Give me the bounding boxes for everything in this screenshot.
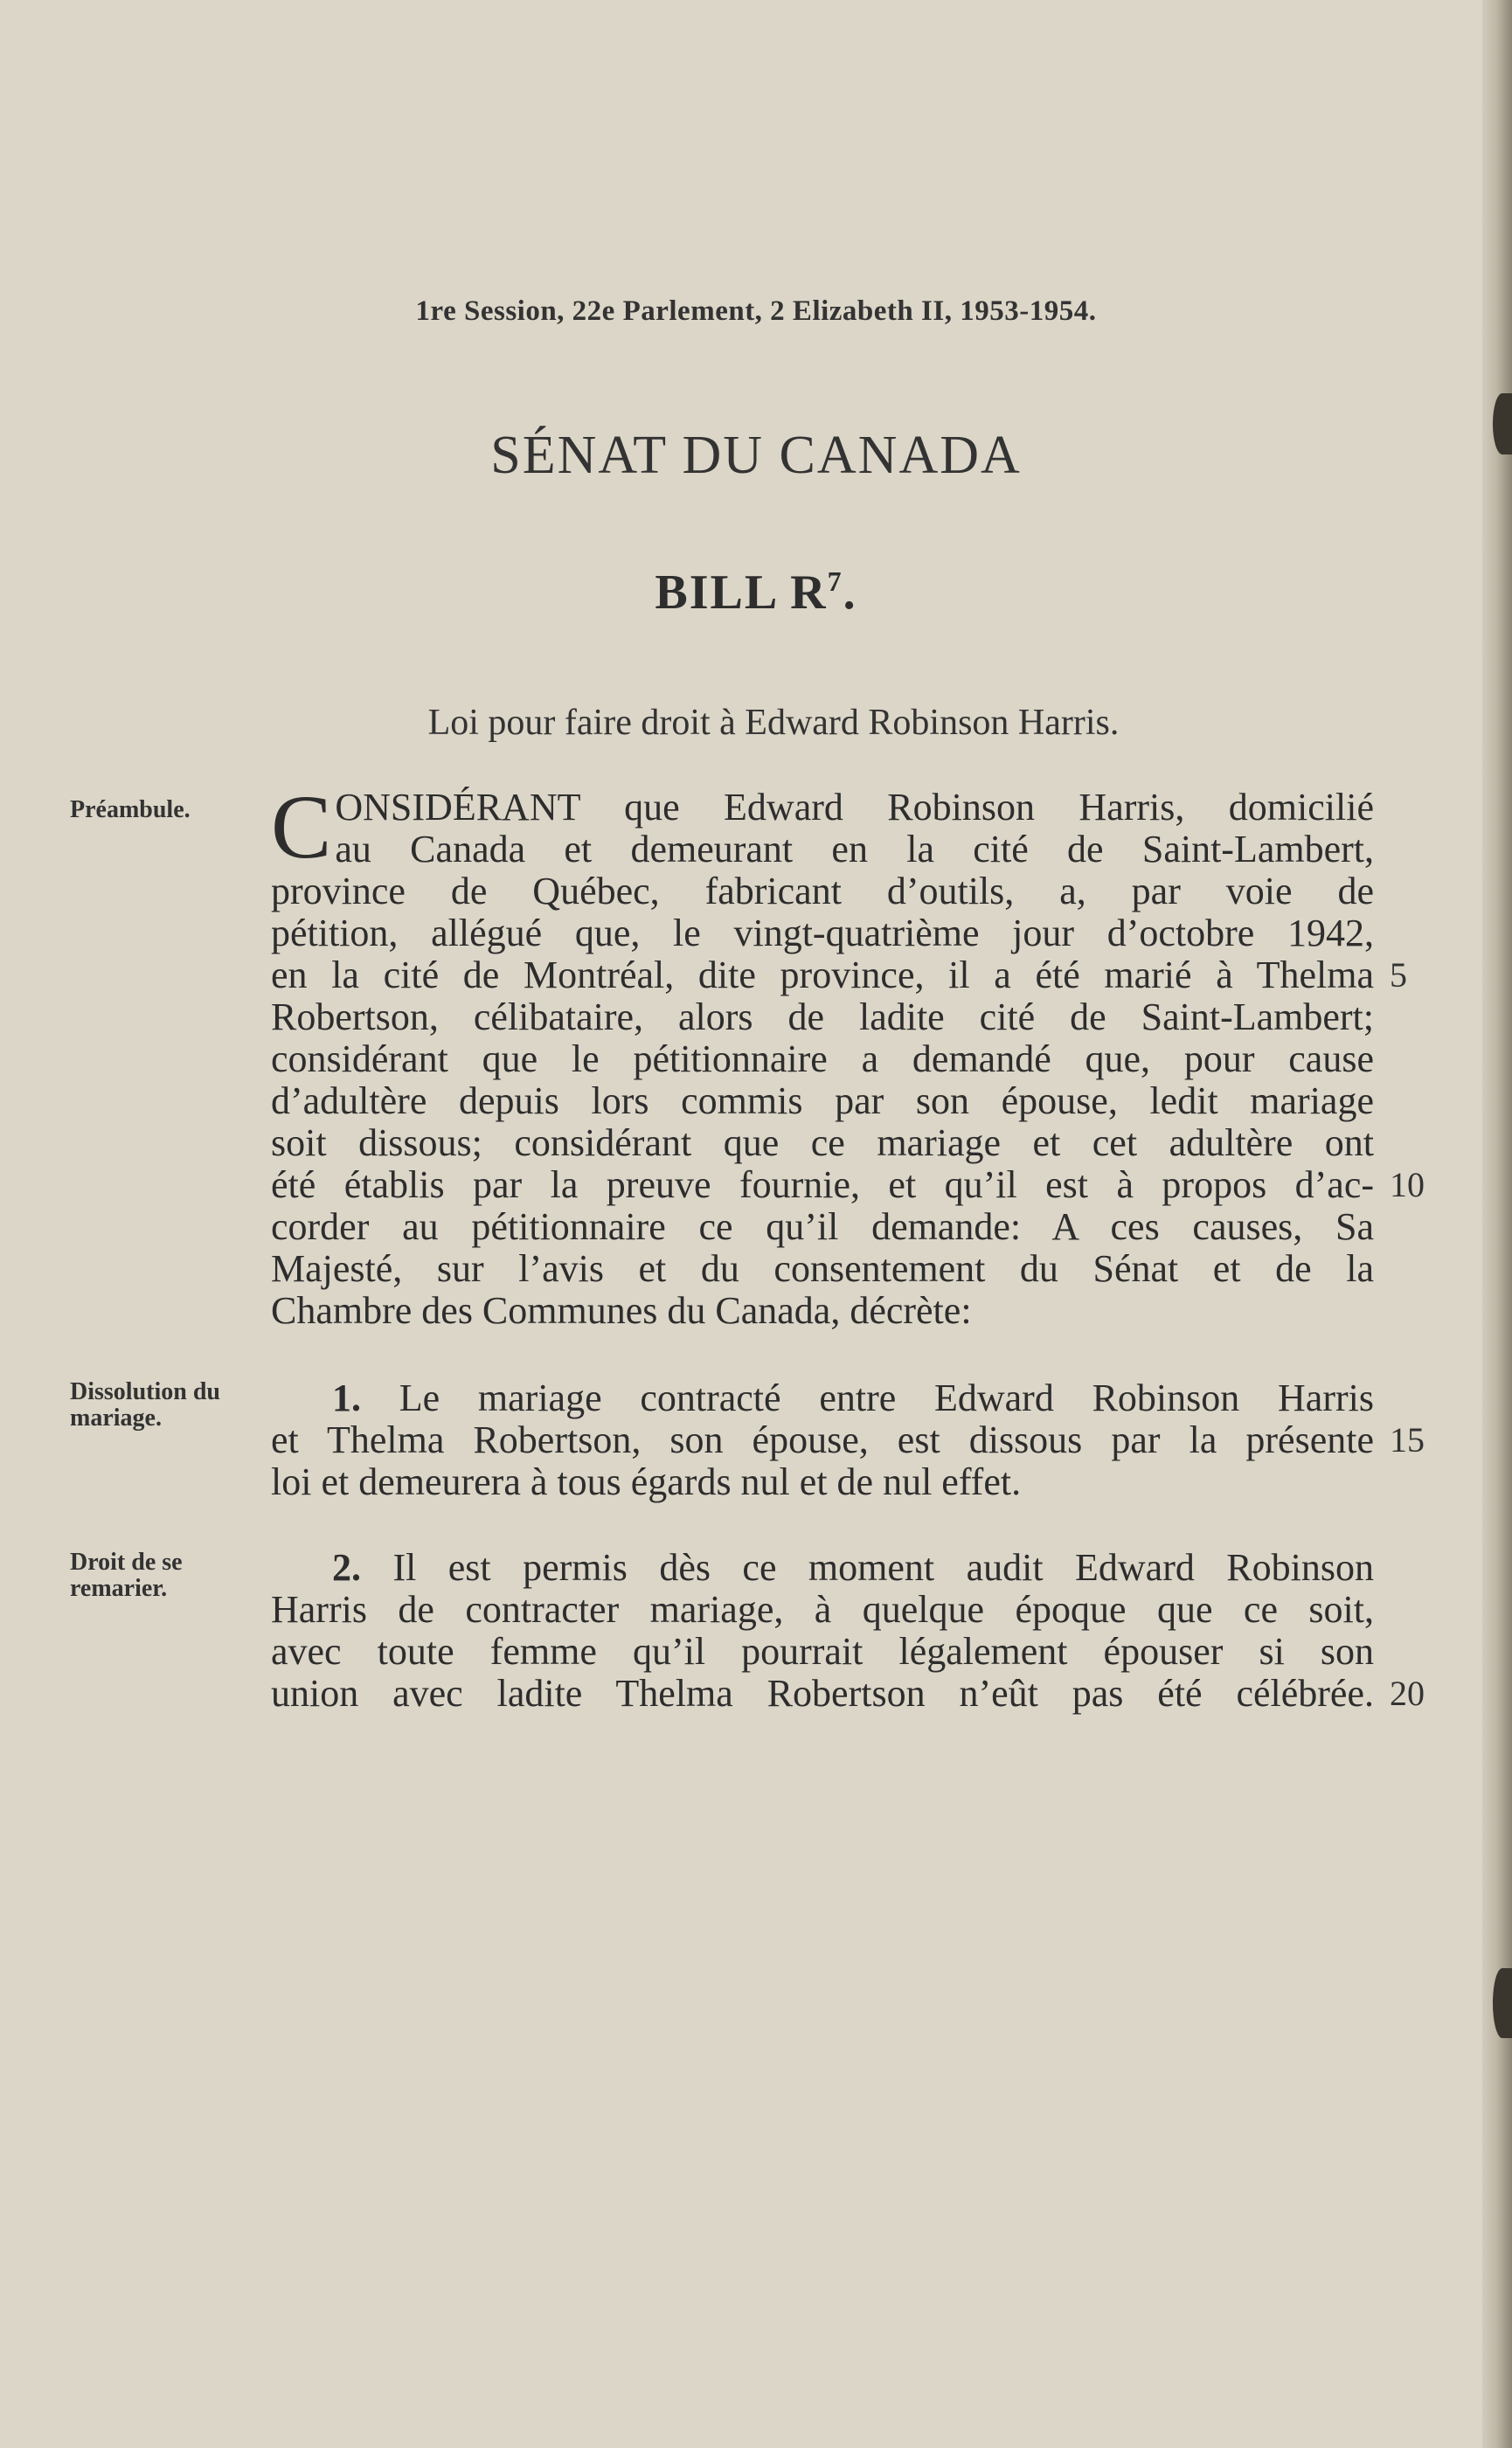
section-1-line: loi et demeurera à tous égards nul et de nul effet.	[271, 1460, 1022, 1503]
preamble-line: Majesté, sur l’avis et du consentement du Sénat et de la	[271, 1247, 1374, 1290]
line-number: 20	[1390, 1674, 1425, 1713]
preamble-line: au Canada et demeurant en la cité de Saint-Lambert,	[335, 828, 1374, 870]
line-number: 10	[1390, 1165, 1425, 1204]
bill-title: Loi pour faire droit à Edward Robinson Harris.	[427, 703, 1120, 743]
binding-hole-bottom	[1493, 1968, 1512, 2038]
section-2-line	[271, 1547, 1374, 1589]
preamble-line: soit dissous; considérant que ce mariage et cet adultère ont	[271, 1121, 1374, 1164]
preamble-line: pétition, allégué que, le vingt-quatrième jour d’octobre 1942,	[271, 912, 1374, 954]
section-2	[271, 1547, 1374, 1715]
margin-note-preamble: Préambule.	[70, 796, 191, 823]
section-2-line: avec toute femme qu’il pourrait légalement épouser si son	[271, 1630, 1374, 1673]
preamble-line: province de Québec, fabricant d’outils, a, par voie de	[271, 870, 1374, 912]
section-2-number: 2.	[332, 1546, 361, 1589]
session-heading: 1re Session, 22e Parlement, 2 Elizabeth II, 1953-1954.	[415, 295, 1097, 327]
bill-period: .	[843, 565, 857, 620]
margin-note-remarry: Droit de se remarier.	[70, 1549, 183, 1602]
line-number: 15	[1390, 1420, 1425, 1460]
preamble-line: été établis par la preuve fournie, et qu’il est à propos d’ac-	[271, 1163, 1374, 1206]
chamber-heading: SÉNAT DU CANADA	[490, 426, 1022, 485]
preamble-line: d’adultère depuis lors commis par son épouse, ledit mariage	[271, 1079, 1374, 1122]
section-2-line: Harris de contracter mariage, à quelque époque que ce soit,	[271, 1588, 1374, 1631]
section-1	[271, 1377, 1374, 1503]
line-number: 5	[1390, 955, 1407, 995]
preamble-line: corder au pétitionnaire ce qu’il demande: A ces causes, Sa	[271, 1205, 1374, 1248]
bill-superscript: 7	[827, 565, 843, 597]
preamble-dropcap: C	[271, 777, 332, 877]
section-1-line	[271, 1377, 1374, 1419]
section-1-text: Le mariage contracté entre Edward Robinson Harris	[399, 1377, 1374, 1419]
bill-number	[0, 565, 1512, 621]
bill-label: BILL R	[655, 565, 828, 620]
preamble-line: en la cité de Montréal, dite province, il a été marié à Thelma	[271, 954, 1374, 996]
section-2-line: union avec ladite Thelma Robertson n’eût pas été célébrée.	[271, 1672, 1374, 1715]
preamble-line: Robertson, célibataire, alors de ladite cité de Saint-Lambert;	[271, 995, 1374, 1038]
section-2-text: Il est permis dès ce moment audit Edward Robinson	[392, 1546, 1374, 1589]
section-1-number: 1.	[332, 1377, 361, 1419]
preamble-line: considérant que le pétitionnaire a demandé que, pour cause	[271, 1037, 1374, 1080]
preamble-line: ONSIDÉRANT que Edward Robinson Harris, domicilié	[335, 786, 1374, 829]
preamble-line: Chambre des Communes du Canada, décrète:	[271, 1289, 972, 1332]
section-1-line: et Thelma Robertson, son épouse, est dissous par la présente	[271, 1418, 1374, 1461]
page-edge	[1482, 0, 1512, 2448]
preamble-text	[271, 777, 1374, 1332]
margin-note-dissolution: Dissolution du mariage.	[70, 1378, 220, 1432]
